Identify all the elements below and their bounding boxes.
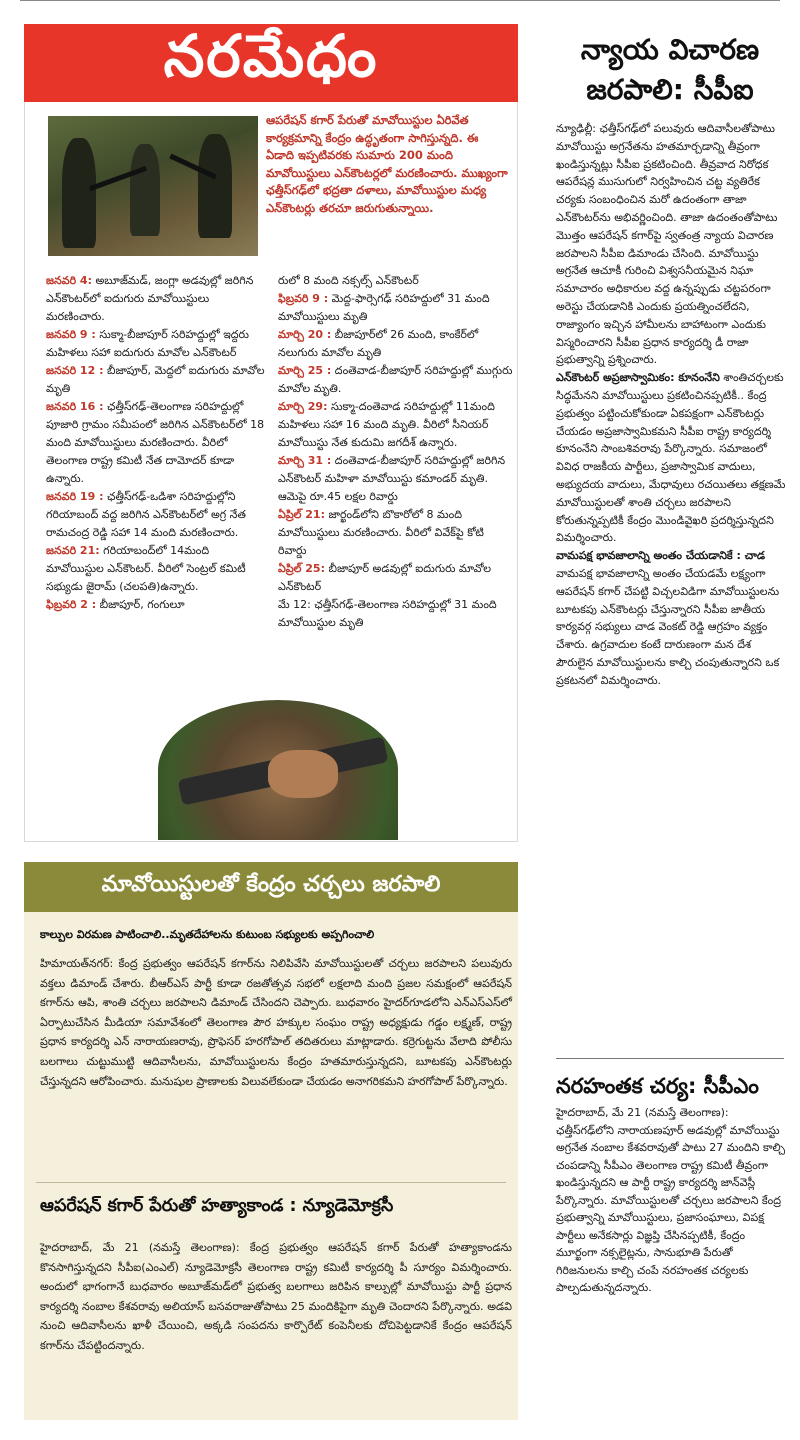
- cpm-article-title: నరహంతక చర్య: సీపీఎం: [556, 1074, 759, 1098]
- timeline-text: బీజాపూర్, గంగులూ: [96, 598, 185, 611]
- timeline-text: గరియాబంద్‌లో 14మంది మావోయిస్టుల ఎన్‌కౌంటర్. వీరిలో సెంట్రల్ కమిటీ సభ్యుడు జైరామ్ (చలపతి)ఉన్నారు.: [46, 544, 246, 593]
- cpi-paragraph-3: వామపక్ష భావజాలాన్ని అంతం చేయడమే లక్ష్యంగా ఆపరేషన్ కగార్ చేపట్టి విచ్చలవిడిగా మావోయిస్టులను బూటకపు ఎన్‌కౌంటర్లు చేస్తున్నారని సీపీఐ జాతీయ కార్యవర్గ సభ్యులు చాడ వెంకట్ రెడ్డి ఆగ్రహం వ్యక్తం చేశారు. ఉగ్రవాదుల కంటే దారుణంగా మన దేశ పౌరులైన మావోయిస్టులను కాల్చి చంపుతున్నారని ఒక ప్రకటనలో విమర్శించారు.: [556, 566, 780, 687]
- timeline-entry: [46, 488, 268, 542]
- main-headline-banner: [24, 21, 518, 102]
- timeline-text: బీజాపూర్‌లో 26 మంది, కాంకేర్‌లో నలుగురు మావోల మృతి: [278, 328, 479, 359]
- newdemocracy-article-body: హైదరాబాద్, మే 21 (నమస్తే తెలంగాణ): కేంద్ర ప్రభుత్వం ఆపరేషన్ కగార్ పేరుతో హత్యాకాండను కొనసాగిస్తున్నదని సీపీఐ(ఎంఎల్) న్యూడెమోక్రసీ తెలంగాణ రాష్ట్ర కమిటీ కార్యదర్శి పీ సూర్యం విమర్శించారు. అందులో భాగంగానే బుధవారం అబూజ్‌మడ్‌లో ప్రభుత్వ బలగాలు జరిపిన కాల్పుల్లో మావోయిస్టు పార్టీ ప్రధాన కార్యదర్శి నంబాల కేశవరావు అలియాస్ బసవరాజుతోపాటు 25 మందికిపైగా మృతి చెందారని పేర్కొన్నారు. అడవి నుంచి ఆదివాసీలను ఖాళీ చేయించి, అక్కడి సంపదను కార్పొరేట్ కంపెనీలకు దోచిపెట్టడానికే కేంద్రం ఆపరేషన్ కగార్‌ను చేపట్టిందన్నారు.: [40, 1241, 512, 1352]
- cpi-paragraph-1: న్యూఢిల్లీ: ఛత్తీస్‌గఢ్‌లో పలువురు ఆదివాసీలతోపాటు మావోయిస్టు అగ్రనేతను హతమార్చడాన్ని తీవ్రంగా ఖండిస్తున్నట్లు సీపీఐ ప్రకటించింది. తీవ్రవాద నిరోధక ఆపరేషన్ల ముసుగులో నిర్వహించిన చట్ట వ్యతిరేక చర్యకు సంబంధించిన మరో ఉదంతంగా తాజా ఎన్‌కౌంటర్‌ను అభివర్ణించింది. తాజా ఉదంతంతోపాటు మొత్తం ఆపరేషన్ కగార్‌పై స్వతంత్ర న్యాయ విచారణ జరపాలని సీపీఐ డిమాండు చేసింది. మావోయిస్టు అగ్రనేత ఆచూకీ గురించి విశ్వసనీయమైన నిఘా సమాచారం అధికారుల వద్ద ఉన్నప్పుడు చట్టపరంగా అరెస్టు చేయడానికి ఎందుకు ప్రయత్నించలేదని, రాజ్యాంగం ఇచ్చిన హామీలను బాహాటంగా ఎందుకు విస్మరించారని సీపీఐ ప్రధాన కార్యదర్శి డీ రాజా ప్రభుత్వాన్ని ప్రశ్నించారు.: [556, 122, 778, 367]
- timeline-text: మెద్ద-ఫార్సెగఢ్ సరిహద్దులో 31 మంది మావోయిస్టులు మృతి: [278, 292, 490, 323]
- timeline-date: మార్చి 29:: [278, 400, 328, 413]
- timeline-date: మార్చి 20 :: [278, 328, 332, 341]
- cpi-article-title: న్యాయ విచారణ జరపాలి: సీపీఐ: [580, 33, 760, 106]
- timeline-entry: [278, 272, 514, 290]
- timeline-text: సుక్మా-దంతెవాడ సరిహద్దుల్లో 11మంది మహిళలు సహా 16 మంది మృతి. వీరిలో సీనియర్ మావోయిస్టు నేత కుదుమి జగదీశ్ ఉన్నారు.: [278, 400, 495, 449]
- timeline-entry: [46, 542, 268, 596]
- timeline-entry: [46, 272, 268, 326]
- timeline-entry: [46, 596, 268, 614]
- timeline-text: అబూజ్‌మడ్, జంగ్లా అడవుల్లో జరిగిన ఎన్‌కౌంటర్‌లో ఐదుగురు మావోయిస్టులు మరణించారు.: [46, 274, 254, 323]
- talks-subheadline: కాల్పుల విరమణ పాటించాలి..మృతదేహాలను కుటుంబ సభ్యులకు అప్పగించాలి: [40, 928, 375, 941]
- timeline-date: జనవరి 21:: [46, 544, 100, 557]
- talks-section-header: [24, 862, 518, 912]
- cpi-paragraph-2: శాంతిచర్చలకు సిద్ధమేనని మావోయిస్టులు ప్రకటించినప్పటికీ.. కేంద్ర ప్రభుత్వం పట్టించుకోకుండా ఏకపక్షంగా ఎన్‌కౌంటర్లు చేయడం అప్రజాస్వామికమని సీపీఐ రాష్ట్ర కార్యదర్శి కూనంనేని సాంబశివరావు పేర్కొన్నారు. సమాజంలో వివిధ రాజకీయ పార్టీలు, ప్రజాస్వామిక వాదులు, అభ్యుదయ వాదులు, మేధావులు రచయితలు తక్షణమే మావోయిస్టులతో శాంతి చర్చలు జరపాలని కోరుతున్నప్పటికీ కేంద్రం మొండివైఖరి ప్రదర్శిస్తున్నదని విమర్శించారు.: [556, 371, 786, 545]
- timeline-date: ఫిబ్రవరి 9 :: [278, 292, 329, 305]
- top-rule: [20, 0, 780, 5]
- cpi-subhead-1: ఎన్‌కౌంటర్ అప్రజాస్వామికం: కూనంనేని: [556, 371, 720, 385]
- timeline-entry: [278, 506, 514, 560]
- timeline-date: ఫిబ్రవరి 2 :: [46, 598, 97, 611]
- timeline-text: దంతెవాడ-బీజాపూర్ సరిహద్దుల్లో జరిగిన ఎన్‌కౌంటర్ మహిళా మావోయిస్టు కమాండర్ మృతి. ఆమెపై రూ.45 లక్షల రివార్డు: [278, 454, 506, 503]
- timeline-date: జనవరి 4:: [46, 274, 92, 287]
- timeline-entry: [278, 290, 514, 326]
- timeline-column-left: [46, 272, 268, 614]
- timeline-text: మే 12: ఛత్తీస్‌గఢ్-తెలంగాణ సరిహద్దుల్లో 31 మంది మావోయిస్టుల మృతి: [278, 598, 497, 629]
- section-divider: [36, 1182, 506, 1183]
- intro-paragraph: ఆపరేషన్ కగార్ పేరుతో మావోయిస్టుల ఏరివేత కార్యక్రమాన్ని కేంద్రం ఉద్ధృతంగా సాగిస్తున్నది. ఈ ఏడాది ఇప్పటివరకు సుమారు 200 మంది మావోయిస్టులు ఎన్‌కౌంటర్లలో మరణించారు. ముఖ్యంగా ఛత్తీస్‌గఢ్‌లో భద్రతా దళాలు, మావోయిస్టుల మధ్య ఎన్‌కౌంటర్లు తరచూ జరుగుతున్నాయి.: [266, 113, 508, 215]
- timeline-date: జనవరి 16 :: [46, 400, 104, 413]
- timeline-text: ఛత్తీస్‌గఢ్-తెలంగాణ సరిహద్దుల్లో పూజారి గ్రామం సమీపంలో జరిగిన ఎన్‌కౌంటర్‌లో 18 మంది మావోయిస్టులు మరణించారు. వీరిలో తెలంగాణ రాష్ట్ర కమిటీ నేత దామోదర్ కూడా ఉన్నారు.: [46, 400, 265, 485]
- timeline-text: దంతెవాడ-బీజాపూర్ సరిహద్దుల్లో ముగ్గురు మావోల మృతి.: [278, 364, 513, 395]
- timeline-entry: [278, 398, 514, 452]
- timeline-entry: [278, 326, 514, 362]
- talks-article-body: హిమాయత్‌నగర్: కేంద్ర ప్రభుత్వం ఆపరేషన్ కగార్‌ను నిలిపివేసి మావోయిస్టులతో చర్చలు జరపాలని పలువురు వక్తలు డిమాండ్ చేశారు. బీఆర్‌ఎస్ పార్టీ కూడా రజతోత్సవ సభలో లక్షలాది మంది ప్రజల సమక్షంలో ఆపరేషన్ కగార్‌ను ఆపి, శాంతి చర్చలు జరపాలని డిమాండ్ చేసిందని చెప్పారు. బుధవారం హైదర్‌గూడలోని ఎన్‌ఎస్‌ఎస్‌లో ఏర్పాటుచేసిన మీడియా సమావేశంలో తెలంగాణ పౌర హక్కుల సంఘం రాష్ట్ర అధ్యక్షుడు గడ్డం లక్ష్మణ్, రాష్ట్ర ప్రధాన కార్యదర్శి ఎన్ నారాయణరావు, ప్రొఫెసర్ హరగోపాల్ తదితరులు మాట్లాడారు. కర్రెగుట్టను వేలాది పోలీసు బలగాలు చుట్టుముట్టి ఆదివాసీలను, మావోయిస్టులను కేంద్రం హతమారుస్తున్నదని, బూటకపు ఎన్‌కౌంటర్లు చేస్తున్నదని ఆరోపించారు. మనుషుల ప్రాణాలకు విలువలేకుండా చేయడం అనాగరికమని హరగోపాల్ పేర్కొన్నారు.: [40, 957, 512, 1088]
- newdemocracy-headline: ఆపరేషన్ కగార్ పేరుతో హత్యాకాండ : న్యూడెమోక్రసీ: [40, 1196, 394, 1216]
- timeline-column-right: [278, 272, 514, 632]
- timeline-date: మార్చి 25 :: [278, 364, 332, 377]
- timeline-text: జార్ఖండ్‌లోని బొకారోలో 8 మంది మావోయిస్టులు మరణించారు. వీరిలో వివేక్‌పై కోటి రివార్డు: [278, 508, 484, 557]
- timeline-text: ఛత్తీస్‌గఢ్-ఒడిశా సరిహద్దుల్లోని గరియాబంద్ వద్ద జరిగిన ఎన్‌కౌంటర్‌లో అగ్ర నేత రామచంద్ర రెడ్డి సహా 14 మంది మరణించారు.: [46, 490, 246, 539]
- timeline-entry: [46, 326, 268, 362]
- timeline-date: జనవరి 12 :: [46, 364, 104, 377]
- timeline-entry: [46, 398, 268, 488]
- timeline-text: రులో 8 మంది నక్సల్స్ ఎన్‌కౌంటర్: [278, 274, 419, 287]
- talks-headline: మావోయిస్టులతో కేంద్రం చర్చలు జరపాలి: [101, 872, 441, 897]
- timeline-text: బీజాపూర్ అడవుల్లో ఐదుగురు మావోల ఎన్‌కౌంటర్: [278, 562, 492, 593]
- timeline-entry: [278, 596, 514, 632]
- timeline-date: ఏప్రిల్ 21:: [278, 508, 325, 521]
- soldiers-photo: [48, 116, 258, 256]
- cpm-article-body: హైదరాబాద్, మే 21 (నమస్తే తెలంగాణ): ఛత్తీస్‌గఢ్‌లోని నారాయణపూర్ అడవుల్లో మావోయిస్టు అగ్రనేత నంబాల కేశవరావుతో పాటు 27 మందిని కాల్చి చంపడాన్ని సీపీఎం తెలంగాణ రాష్ట్ర కమిటీ తీవ్రంగా ఖండిస్తున్నదని ఆ పార్టీ రాష్ట్ర కార్యదర్శి జాన్‌వెస్లీ పేర్కొన్నారు. మావోయిస్టులతో చర్చలు జరపాలని కేంద్ర ప్రభుత్వాన్ని మావోయిస్టులు, ప్రజాసంఘాలు, విపక్ష పార్టీలు అనేకసార్లు విజ్ఞప్తి చేసినప్పటికీ, కేంద్రం మూర్ఖంగా నక్సలైట్లను, సానుభూతి పేరుతో గిరిజనులను కాల్చి చంపే నరహంతక చర్యలకు పాల్పడుతున్నదన్నారు.: [556, 1106, 786, 1294]
- cpi-article-body: [556, 120, 786, 690]
- timeline-date: మార్చి 31 :: [278, 454, 332, 467]
- right-column-divider: [556, 1058, 784, 1059]
- timeline-entry: [278, 452, 514, 506]
- timeline-text: బీజాపూర్, మెద్దలో ఐదుగురు మావోల మృతి: [46, 364, 265, 395]
- timeline-entry: [46, 362, 268, 398]
- timeline-date: ఏప్రిల్ 25:: [278, 562, 325, 575]
- timeline-text: సుక్మా-బీజాపూర్ సరిహద్దుల్లో ఇద్దరు మహిళలు సహా ఐదుగురు మావోల ఎన్‌కౌంటర్: [46, 328, 249, 359]
- timeline-entry: [278, 560, 514, 596]
- rifle-photo: [158, 700, 398, 840]
- timeline-date: జనవరి 9 :: [46, 328, 96, 341]
- timeline-date: జనవరి 19 :: [46, 490, 104, 503]
- cpi-subhead-2: వామపక్ష భావజాలాన్ని అంతం చేయడానికే : చాడ: [556, 549, 765, 563]
- main-headline: నరమేధం: [163, 21, 379, 90]
- timeline-entry: [278, 362, 514, 398]
